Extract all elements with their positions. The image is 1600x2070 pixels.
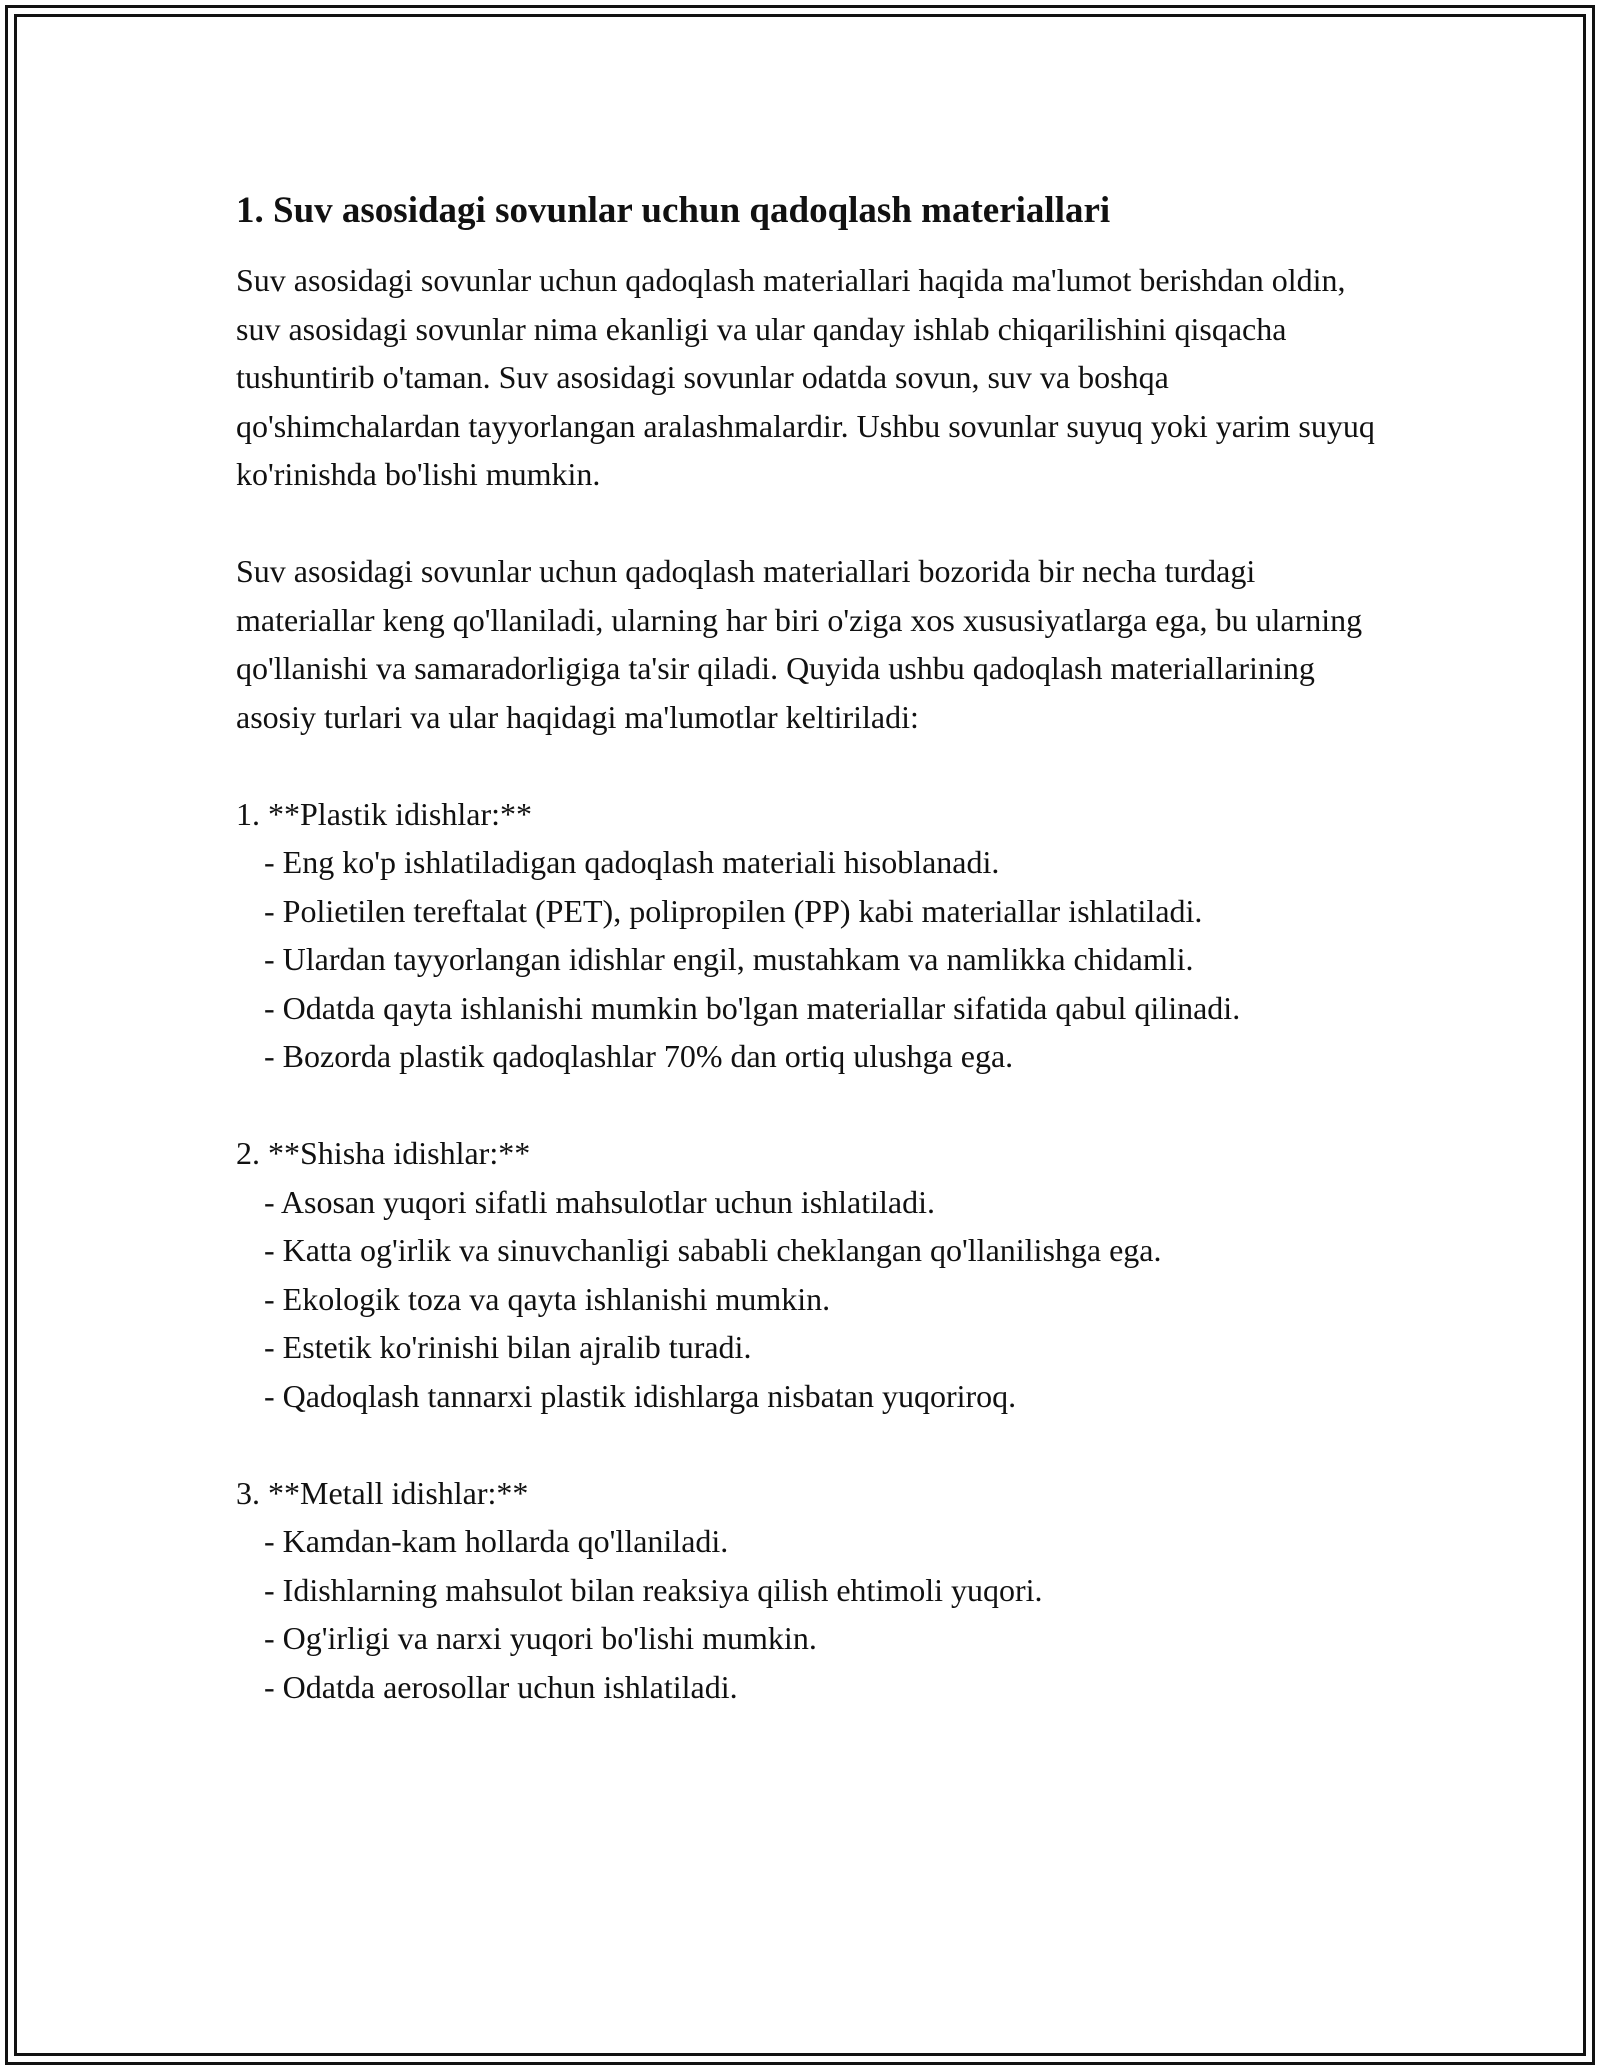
list-item: - Asosan yuqori sifatli mahsulotlar uchun ishlatiladi. — [264, 1183, 936, 1220]
list-item: - Eng ko'p ishlatiladigan qadoqlash materiali hisoblanadi. — [264, 844, 1000, 880]
list-item: - Ekologik toza va qayta ishlanishi mumkin. — [264, 1280, 831, 1317]
list-item: - Ulardan tayyorlangan idishlar engil, mustahkam va namlikka chidamli. — [264, 941, 1194, 977]
list-item: - Estetik ko'rinishi bilan ajralib turadi. — [264, 1329, 752, 1365]
document-title: 1. Suv asosidagi sovunlar uchun qadoqlash materiallari — [236, 190, 1111, 231]
paragraph-spacer — [236, 499, 1376, 548]
paragraph-spacer — [236, 741, 1376, 790]
intro-paragraph-2: Suv asosidagi sovunlar uchun qadoqlash materiallari bozorida bir necha turdagi materiallar keng qo'llaniladi, ularning har biri o'ziga xos xususiyatlarga ega, bu ularning qo'llanishi va samaradorligiga ta'sir qiladi. Quyida ushbu qadoqlash materiallarining asosiy turlari va ular haqidagi ma'lumotlar keltiriladi: — [236, 553, 1363, 735]
list-item: - Idishlarning mahsulot bilan reaksiya qilish ehtimoli yuqori. — [264, 1571, 1043, 1608]
list-item: - Og'irligi va narxi yuqori bo'lishi mumkin. — [264, 1620, 817, 1656]
list-item: - Odatda qayta ishlanishi mumkin bo'lgan materiallar sifatida qabul qilinadi. — [264, 989, 1241, 1026]
section-plastic — [236, 790, 1376, 1081]
list-item: - Bozorda plastik qadoqlashlar 70% dan ortiq ulushga ega. — [264, 1038, 1014, 1074]
section-metal — [236, 1469, 1376, 1712]
paragraph-spacer — [236, 1420, 1376, 1469]
section-glass — [236, 1129, 1376, 1420]
intro-paragraph-1: Suv asosidagi sovunlar uchun qadoqlash materiallari haqida ma'lumot berishdan oldin, suv asosidagi sovunlar nima ekanligi va ular qanday ishlab chiqarilishini qisqacha tushuntirib o'taman. Suv asosidagi sovunlar odatda sovun, suv va boshqa qo'shimchalardan tayyorlangan aralashmalardir. Ushbu sovunlar suyuq yoki yarim suyuq ko'rinishda bo'lishi mumkin. — [236, 262, 1375, 492]
paragraph-spacer — [236, 1081, 1376, 1130]
list-item: - Katta og'irlik va sinuvchanligi sababli cheklangan qo'llanilishga ega. — [264, 1232, 1162, 1268]
document-body — [236, 184, 1376, 1711]
section-heading: 3. **Metall idishlar:** — [236, 1474, 529, 1511]
section-heading: 1. **Plastik idishlar:** — [236, 795, 532, 832]
section-heading: 2. **Shisha idishlar:** — [236, 1135, 531, 1171]
list-item: - Odatda aerosollar uchun ishlatiladi. — [264, 1668, 738, 1705]
list-item: - Polietilen tereftalat (PET), polipropilen (PP) kabi materiallar ishlatiladi. — [264, 892, 1203, 929]
list-item: - Qadoqlash tannarxi plastik idishlarga nisbatan yuqoriroq. — [264, 1377, 1017, 1414]
list-item: - Kamdan-kam hollarda qo'llaniladi. — [264, 1523, 729, 1559]
